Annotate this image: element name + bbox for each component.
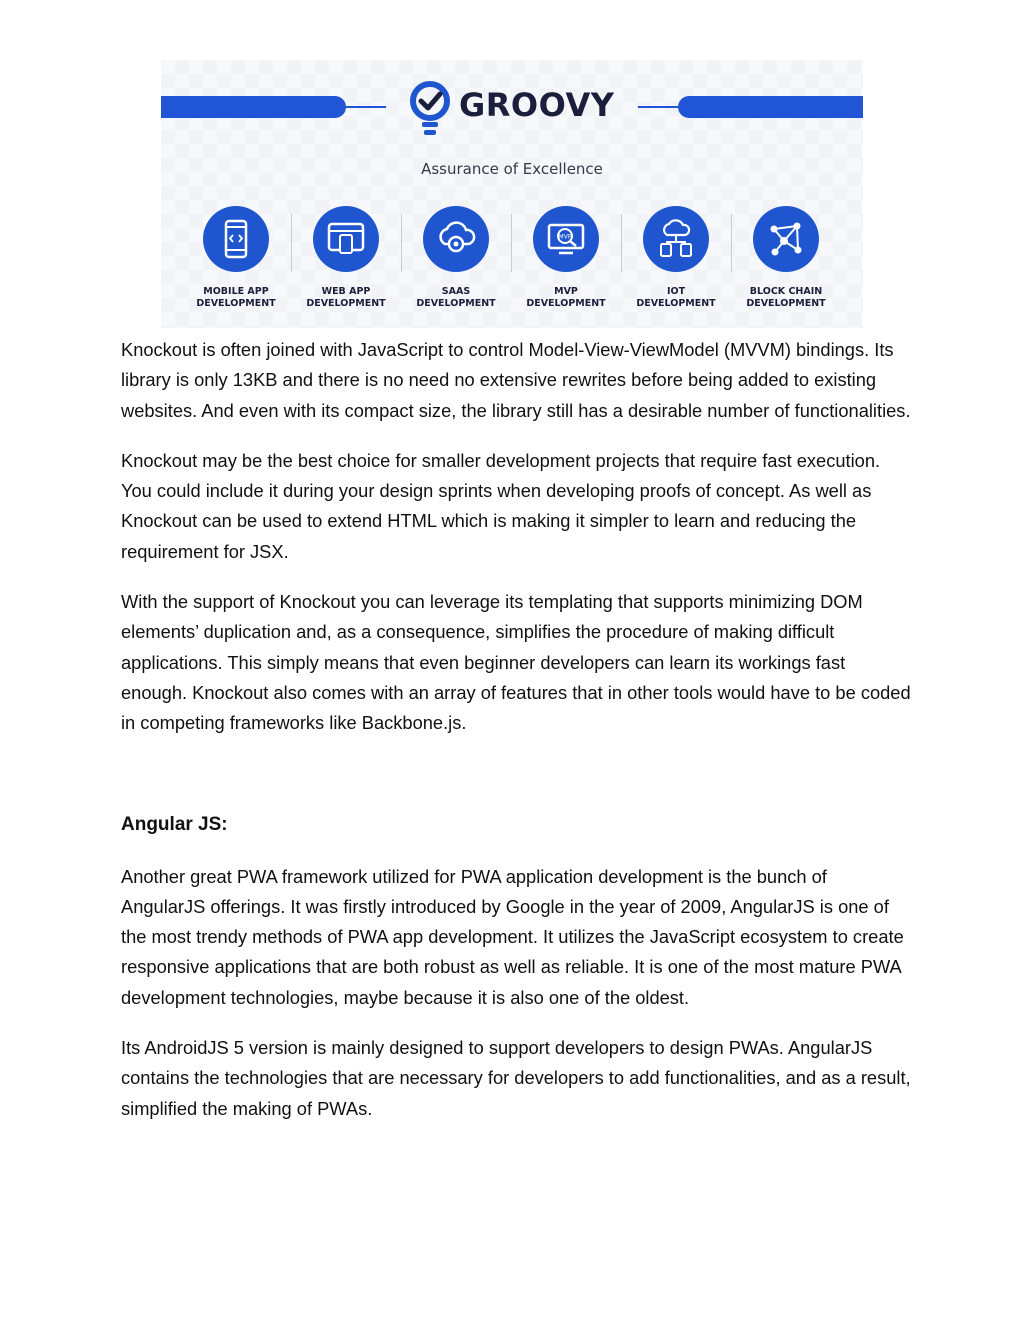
service-label: WEB APP DEVELOPMENT — [306, 286, 386, 309]
service-saas — [401, 206, 511, 310]
groovy-logo-bulb-icon — [407, 80, 453, 140]
mvp-monitor-icon — [533, 206, 599, 272]
service-label: BLOCK CHAIN DEVELOPMENT — [746, 286, 826, 309]
blockchain-network-icon — [753, 206, 819, 272]
mvp-badge-text: MVP — [558, 233, 572, 241]
service-label: SAAS DEVELOPMENT — [416, 286, 496, 309]
service-iot — [621, 206, 731, 310]
groovy-banner — [161, 60, 863, 328]
banner-line-left — [346, 106, 386, 108]
paragraph-knockout-usage: Knockout may be the best choice for smaller development projects that require fast execution. You could include it during your design sprints when developing proofs of concept. As well as Knockout can be used to extend HTML which is making it simpler to learn and reducing the requirement for JSX. — [121, 449, 881, 562]
service-label: MOBILE APP DEVELOPMENT — [196, 286, 276, 309]
paragraph-angularjs-version: Its AndroidJS 5 version is mainly designed to support developers to design PWAs. AngularJS contains the technologies that are necessary for developers to add functionalities, and as a result, simplified the making of PWAs. — [121, 1037, 911, 1119]
banner-bar-right — [678, 96, 863, 118]
service-label: MVP DEVELOPMENT — [526, 286, 606, 309]
banner-tagline: Assurance of Excellence — [421, 160, 603, 178]
service-mvp — [511, 206, 621, 310]
web-window-icon — [313, 206, 379, 272]
service-web-app — [291, 206, 401, 310]
paragraph-angularjs-intro: Another great PWA framework utilized for PWA application development is the bunch of AngularJS offerings. It was firstly introduced by Google in the year of 2009, AngularJS is one of the most trendy methods of PWA app development. It utilizes the JavaScript ecosystem to create responsive applications that are both robust as well as reliable. It is one of the most mature PWA development technologies, maybe because it is also one of the oldest. — [121, 865, 904, 1008]
brand-name: GROOVY — [459, 86, 615, 124]
service-mobile-app — [181, 206, 291, 310]
cloud-gear-icon — [423, 206, 489, 272]
service-label: IOT DEVELOPMENT — [636, 286, 716, 309]
section-heading-angularjs: Angular JS: — [121, 813, 228, 835]
services-row — [181, 206, 843, 316]
service-blockchain — [731, 206, 841, 310]
article-body — [121, 335, 911, 1124]
iot-cloud-devices-icon — [643, 206, 709, 272]
banner-line-right — [638, 106, 678, 108]
paragraph-knockout-intro: Knockout is often joined with JavaScript to control Model-View-ViewModel (MVVM) bindings. Its library is only 13KB and there is no need no extensive rewrites before being added to existing websites. And even with its compact size, the library still has a desirable number of functionalities. — [121, 339, 911, 421]
paragraph-knockout-templating: With the support of Knockout you can leverage its templating that supports minimizing DOM elements’ duplication and, as a consequence, simplifies the procedure of making difficult applications. This simply means that even beginner developers can learn its workings fast enough. Knockout also comes with an array of features that in other tools would have to be coded in competing frameworks like Backbone.js. — [121, 591, 911, 734]
mobile-code-icon — [203, 206, 269, 272]
banner-bar-left — [161, 96, 346, 118]
